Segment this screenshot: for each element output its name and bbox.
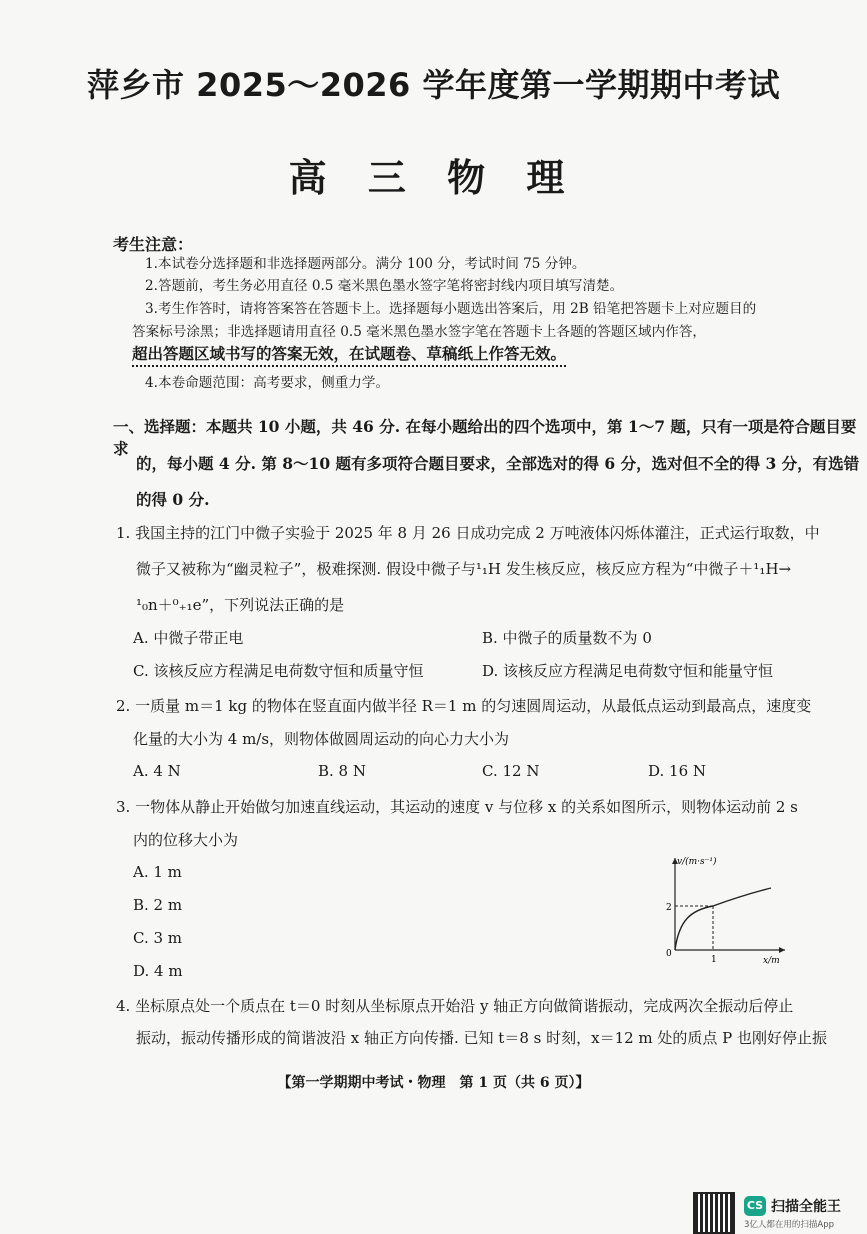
notice-item-3-cont: 答案标号涂黑；非选择题请用直径 0.5 毫米黑色墨水签字笔在答题卡上各题的答题区域内作答， (132, 324, 707, 340)
q4-line-2: 振动，振动传播形成的简谐波沿 x 轴正方向传播. 已知 t＝8 s 时刻，x＝12 m 处的质点 P 也刚好停止振 (136, 1029, 828, 1047)
graph-y-label: v/(m·s⁻¹) (677, 857, 717, 867)
section-heading: 一、选择题：本题共 10 小题，共 46 分. 在每小题给出的四个选项中，第 1～7 题，只有一项是符合题目要求 (113, 417, 857, 458)
graph-x-label: x/m (763, 956, 780, 966)
q1-option-b: B. 中微子的质量数不为 0 (482, 629, 652, 647)
notice-item-1: 1.本试卷分选择题和非选择题两部分。满分 100 分，考试时间 75 分钟。 (145, 256, 586, 272)
exam-title: 萍乡市 2025～2026 学年度第一学期期中考试 (87, 66, 780, 104)
page-footer: 【第一学期期中考试・物理 第 1 页（共 6 页）】 (277, 1075, 590, 1091)
graph-x-arrow (779, 947, 785, 953)
q1-option-d: D. 该核反应方程满足电荷数守恒和能量守恒 (482, 662, 774, 680)
graph-x-tick: 1 (711, 955, 717, 965)
camscanner-tagline: 3亿人都在用的扫描App (744, 1220, 835, 1230)
notice-item-3-emphasis: 超出答题区域书写的答案无效，在试题卷、草稿纸上作答无效。 (132, 345, 567, 363)
graph-curve (675, 888, 771, 950)
camscanner-name: 扫描全能王 (771, 1199, 841, 1215)
q1-line-3: ¹₀n＋⁰₊₁e”，下列说法正确的是 (136, 596, 345, 614)
graph-origin-label: 0 (666, 949, 672, 959)
q2-option-d: D. 16 N (648, 762, 707, 780)
q2-option-c: C. 12 N (482, 762, 540, 780)
notice-item-4: 4.本卷命题范围：高考要求，侧重力学。 (145, 375, 390, 391)
section-text-3: 的得 0 分. (136, 490, 210, 509)
q3-option-a: A. 1 m (133, 863, 182, 881)
q3-option-b: B. 2 m (133, 896, 183, 914)
q1-option-a: A. 中微子带正电 (133, 629, 244, 647)
q1-option-c: C. 该核反应方程满足电荷数守恒和质量守恒 (133, 662, 424, 680)
notice-item-3: 3.考生作答时，请将答案答在答题卡上。选择题每小题选出答案后，用 2B 铅笔把答题卡上对应题目的 (145, 301, 757, 317)
q2-line-2: 化量的大小为 4 m/s，则物体做圆周运动的向心力大小为 (133, 730, 510, 748)
graph-y-tick: 2 (666, 903, 672, 913)
q3-line-1: 3. 一物体从静止开始做匀加速直线运动，其运动的速度 v 与位移 x 的关系如图所示，则物体运动前 2 s (116, 798, 798, 816)
q1-line-1: 1. 我国主持的江门中微子实验于 2025 年 8 月 26 日成功完成 2 万吨液体闪烁体灌注，正式运行取数，中 (116, 524, 820, 542)
q4-line-1: 4. 坐标原点处一个质点在 t＝0 时刻从坐标原点开始沿 y 轴正方向做简谐振动，完成两次全振动后停止 (116, 997, 794, 1015)
notice-item-2: 2.答题前，考生务必用直径 0.5 毫米黑色墨水签字笔将密封线内项目填写清楚。 (145, 278, 624, 294)
q2-line-1: 2. 一质量 m＝1 kg 的物体在竖直面内做半径 R＝1 m 的匀速圆周运动，从最低点运动到最高点，速度变 (116, 697, 812, 715)
camscanner-logo: CS (744, 1196, 766, 1216)
section-text-2: 的，每小题 4 分. 第 8～10 题有多项符合题目要求，全部选对的得 6 分，选对但不全的得 3 分，有选错 (136, 454, 860, 473)
q2-option-a: A. 4 N (133, 762, 181, 780)
q1-line-2: 微子又被称为“幽灵粒子”，极难探测. 假设中微子与¹₁H 发生核反应，核反应方程为“中微子＋¹₁H→ (136, 560, 792, 578)
q2-option-b: B. 8 N (318, 762, 366, 780)
notice-heading: 考生注意： (113, 235, 194, 254)
subject-title: 高 三 物 理 (288, 156, 579, 200)
q3-line-2: 内的位移大小为 (133, 831, 239, 849)
q3-vx-graph (655, 850, 795, 970)
q3-option-d: D. 4 m (133, 962, 183, 980)
q3-option-c: C. 3 m (133, 929, 183, 947)
